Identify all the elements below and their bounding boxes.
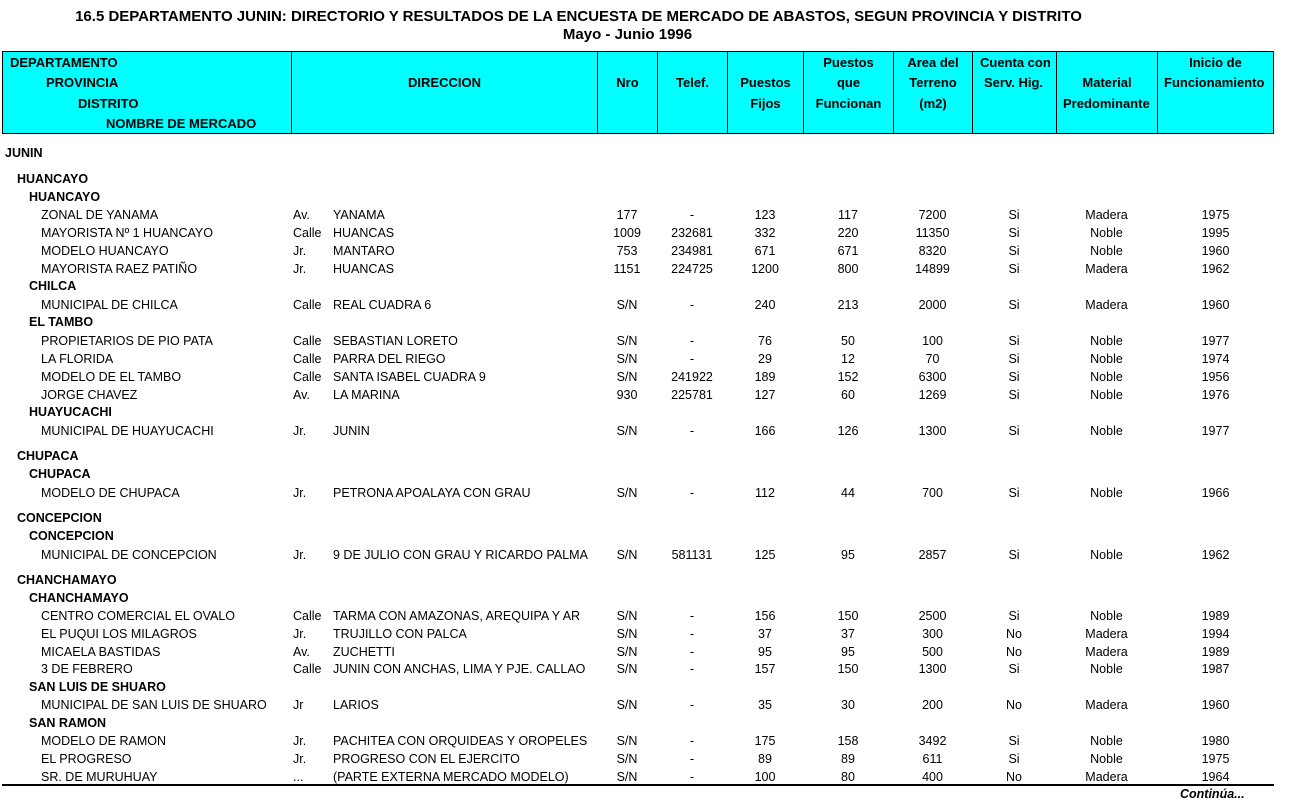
cell-hygiene-service: Si: [1008, 262, 1020, 276]
cell-hygiene-service: Si: [1008, 752, 1020, 766]
cell-hygiene-service: No: [1006, 770, 1022, 784]
table-row: [0, 206, 1303, 224]
cell-street: LARIOS: [333, 698, 379, 712]
report-title: 16.5 DEPARTAMENTO JUNIN: DIRECTORIO Y RESULTADOS DE LA ENCUESTA DE MERCADO DE ABASTOS, SEGUN PROVINCIA Y DISTRITO: [75, 8, 1082, 25]
cell-street: PETRONA APOALAYA CON GRAU: [333, 486, 531, 500]
group-provincia: [0, 509, 1303, 527]
cell-market-name: LA FLORIDA: [41, 352, 114, 366]
cell-number: 1151: [613, 262, 641, 276]
group-label: HUANCAYO: [29, 190, 101, 204]
cell-stalls-fixed: 95: [758, 645, 772, 659]
cell-material: Noble: [1090, 352, 1123, 366]
header-nombre-mercado: NOMBRE DE MERCADO: [106, 116, 257, 131]
cell-street-type: Jr.: [293, 627, 307, 641]
cell-market-name: MUNICIPAL DE SAN LUIS DE SHUARO: [41, 698, 267, 712]
cell-phone: -: [689, 424, 695, 438]
cell-stalls-operating: 150: [837, 662, 859, 676]
cell-hygiene-service: Si: [1008, 388, 1020, 402]
cell-material: Madera: [1085, 627, 1128, 641]
cell-material: Noble: [1090, 548, 1123, 562]
cell-market-name: MODELO DE RAMON: [41, 734, 167, 748]
cell-material: Madera: [1085, 262, 1128, 276]
header-col-puestos-funcionan: Puestos que Funcionan: [804, 52, 894, 133]
cell-material: Madera: [1085, 208, 1128, 222]
cell-stalls-fixed: 112: [755, 486, 775, 500]
group-label: CONCEPCION: [29, 529, 114, 543]
cell-street-type: Jr.: [293, 752, 307, 766]
cell-hygiene-service: Si: [1008, 424, 1020, 438]
header-col-location: [3, 52, 292, 133]
cell-area-m2: 7200: [918, 208, 947, 222]
cell-stalls-operating: 213: [837, 298, 859, 312]
cell-street-type: Av.: [293, 208, 310, 222]
cell-start-year: 1977: [1201, 424, 1230, 438]
cell-stalls-operating: 80: [841, 770, 855, 784]
cell-start-year: 1960: [1201, 298, 1230, 312]
cell-area-m2: 400: [922, 770, 943, 784]
cell-street-type: Jr.: [293, 734, 307, 748]
cell-street: HUANCAS: [333, 226, 395, 240]
group-label: SAN LUIS DE SHUARO: [29, 680, 166, 694]
group-label: CHILCA: [29, 279, 77, 293]
group-distrito: [0, 277, 1303, 295]
table-row: [0, 422, 1303, 440]
cell-number: S/N: [616, 609, 638, 623]
cell-number: 930: [616, 388, 638, 402]
cell-stalls-fixed: 35: [758, 698, 772, 712]
cell-stalls-fixed: 671: [754, 244, 776, 258]
cell-material: Noble: [1090, 752, 1123, 766]
cell-stalls-fixed: 166: [754, 424, 776, 438]
cell-start-year: 1989: [1201, 645, 1230, 659]
cell-start-year: 1975: [1201, 752, 1230, 766]
cell-number: S/N: [616, 734, 638, 748]
cell-market-name: JORGE CHAVEZ: [41, 388, 138, 402]
cell-street: 9 DE JULIO CON GRAU Y RICARDO PALMA: [333, 548, 588, 562]
cell-area-m2: 611: [922, 752, 943, 766]
cell-phone: 234981: [671, 244, 713, 258]
cell-start-year: 1956: [1201, 370, 1230, 384]
group-departamento: [0, 144, 1303, 162]
table-row: [0, 350, 1303, 368]
cell-number: S/N: [616, 370, 638, 384]
cell-phone: 581131: [671, 548, 713, 562]
group-label: SAN RAMON: [29, 716, 107, 730]
cell-number: S/N: [616, 770, 638, 784]
cell-street-type: Calle: [293, 298, 322, 312]
cell-hygiene-service: Si: [1008, 244, 1020, 258]
cell-stalls-fixed: 76: [758, 334, 772, 348]
table-row: [0, 750, 1303, 768]
table-row: [0, 546, 1303, 564]
cell-start-year: 1975: [1201, 208, 1230, 222]
cell-hygiene-service: Si: [1008, 548, 1020, 562]
cell-area-m2: 2000: [918, 298, 947, 312]
cell-stalls-operating: 50: [841, 334, 855, 348]
cell-material: Noble: [1090, 609, 1123, 623]
group-distrito: [0, 403, 1303, 421]
cell-area-m2: 200: [922, 698, 943, 712]
cell-stalls-fixed: 240: [754, 298, 776, 312]
cell-stalls-operating: 152: [837, 370, 859, 384]
table-row: [0, 484, 1303, 502]
cell-stalls-fixed: 157: [754, 662, 776, 676]
report-subtitle: Mayo - Junio 1996: [562, 26, 693, 43]
cell-hygiene-service: Si: [1008, 334, 1020, 348]
cell-street-type: Calle: [293, 334, 322, 348]
cell-stalls-operating: 126: [837, 424, 859, 438]
cell-material: Noble: [1090, 370, 1123, 384]
group-distrito: [0, 188, 1303, 206]
cell-stalls-fixed: 29: [758, 352, 772, 366]
table-row: [0, 332, 1303, 350]
cell-stalls-fixed: 332: [754, 226, 776, 240]
group-distrito: [0, 313, 1303, 331]
cell-phone: -: [689, 698, 695, 712]
cell-street-type: Jr.: [293, 548, 307, 562]
cell-phone: -: [689, 627, 695, 641]
cell-phone: -: [689, 770, 695, 784]
cell-street: HUANCAS: [333, 262, 395, 276]
table-row: [0, 368, 1303, 386]
cell-area-m2: 11350: [915, 226, 950, 240]
cell-number: 177: [616, 208, 638, 222]
cell-start-year: 1960: [1201, 244, 1230, 258]
cell-phone: -: [689, 609, 695, 623]
group-label: CONCEPCION: [17, 511, 102, 525]
cell-area-m2: 3492: [918, 734, 947, 748]
table-row: [0, 224, 1303, 242]
cell-market-name: EL PUQUI LOS MILAGROS: [41, 627, 197, 641]
cell-street-type: Calle: [293, 662, 322, 676]
cell-market-name: MUNICIPAL DE CHILCA: [41, 298, 178, 312]
header-col-direccion: DIRECCION: [292, 52, 598, 133]
cell-stalls-fixed: 89: [758, 752, 772, 766]
cell-start-year: 1962: [1201, 548, 1230, 562]
cell-material: Noble: [1090, 424, 1123, 438]
cell-market-name: MODELO HUANCAYO: [41, 244, 169, 258]
cell-stalls-operating: 95: [841, 548, 855, 562]
cell-street: (PARTE EXTERNA MERCADO MODELO): [333, 770, 569, 784]
cell-street-type: Calle: [293, 226, 322, 240]
group-provincia: [0, 571, 1303, 589]
cell-market-name: CENTRO COMERCIAL EL OVALO: [41, 609, 236, 623]
table-row: [0, 732, 1303, 750]
cell-phone: 225781: [671, 388, 713, 402]
cell-street-type: Jr.: [293, 244, 307, 258]
cell-street-type: Jr.: [293, 262, 307, 276]
cell-number: S/N: [616, 548, 638, 562]
cell-number: S/N: [616, 627, 638, 641]
cell-stalls-fixed: 37: [758, 627, 772, 641]
cell-street: SEBASTIAN LORETO: [333, 334, 458, 348]
cell-number: S/N: [616, 424, 638, 438]
cell-stalls-operating: 150: [837, 609, 859, 623]
table-row: [0, 260, 1303, 278]
cell-material: Noble: [1090, 244, 1123, 258]
cell-street: LA MARINA: [333, 388, 400, 402]
cell-start-year: 1987: [1201, 662, 1230, 676]
cell-street: PROGRESO CON EL EJERCITO: [333, 752, 520, 766]
table-row: [0, 643, 1303, 661]
header-col-serv-hig: Cuenta con Serv. Hig.: [973, 52, 1057, 133]
cell-start-year: 1980: [1201, 734, 1230, 748]
cell-area-m2: 2857: [918, 548, 947, 562]
cell-area-m2: 100: [922, 334, 943, 348]
cell-number: S/N: [616, 486, 638, 500]
cell-material: Madera: [1085, 645, 1128, 659]
table-row: [0, 296, 1303, 314]
header-col-nro: Nro: [598, 52, 658, 133]
cell-material: Noble: [1090, 662, 1123, 676]
cell-hygiene-service: No: [1006, 698, 1022, 712]
cell-stalls-operating: 671: [837, 244, 859, 258]
cell-street: JUNIN CON ANCHAS, LIMA Y PJE. CALLAO: [333, 662, 586, 676]
cell-street: JUNIN: [333, 424, 370, 438]
header-provincia: PROVINCIA: [46, 75, 119, 90]
cell-material: Madera: [1085, 698, 1128, 712]
cell-hygiene-service: Si: [1008, 662, 1020, 676]
cell-stalls-fixed: 123: [754, 208, 776, 222]
cell-hygiene-service: Si: [1008, 352, 1020, 366]
cell-street: SANTA ISABEL CUADRA 9: [333, 370, 486, 384]
cell-stalls-operating: 12: [841, 352, 855, 366]
cell-street: TRUJILLO CON PALCA: [333, 627, 467, 641]
cell-street: PACHITEA CON ORQUIDEAS Y OROPELES: [333, 734, 588, 748]
cell-area-m2: 14899: [915, 262, 950, 276]
cell-phone: -: [689, 645, 695, 659]
cell-street-type: Jr: [293, 698, 304, 712]
cell-number: S/N: [616, 698, 638, 712]
cell-market-name: MODELO DE EL TAMBO: [41, 370, 182, 384]
cell-stalls-fixed: 100: [754, 770, 776, 784]
cell-street-type: Av.: [293, 645, 310, 659]
group-label: EL TAMBO: [29, 315, 94, 329]
cell-hygiene-service: Si: [1008, 486, 1020, 500]
group-distrito: [0, 714, 1303, 732]
cell-stalls-fixed: 127: [754, 388, 776, 402]
cell-street: MANTARO: [333, 244, 395, 258]
cell-material: Noble: [1090, 388, 1123, 402]
cell-hygiene-service: Si: [1008, 208, 1020, 222]
header-col-area: Area del Terreno (m2): [894, 52, 973, 133]
cell-material: Noble: [1090, 334, 1123, 348]
table-bottom-rule: [2, 784, 1274, 786]
cell-number: S/N: [616, 352, 638, 366]
cell-area-m2: 1300: [918, 662, 947, 676]
cell-start-year: 1995: [1201, 226, 1230, 240]
table-header: [2, 51, 1274, 134]
cell-area-m2: 70: [925, 352, 940, 366]
cell-phone: -: [689, 486, 695, 500]
cell-hygiene-service: No: [1006, 645, 1022, 659]
cell-stalls-fixed: 189: [754, 370, 776, 384]
cell-stalls-operating: 44: [841, 486, 855, 500]
cell-stalls-operating: 30: [841, 698, 855, 712]
cell-market-name: MUNICIPAL DE CONCEPCION: [41, 548, 217, 562]
group-distrito: [0, 678, 1303, 696]
table-row: [0, 386, 1303, 404]
cell-street-type: Jr.: [293, 424, 307, 438]
group-label: JUNIN: [5, 146, 43, 160]
group-distrito: [0, 527, 1303, 545]
cell-area-m2: 2500: [918, 609, 947, 623]
table-row: [0, 660, 1303, 678]
cell-area-m2: 6300: [918, 370, 947, 384]
cell-hygiene-service: Si: [1008, 609, 1020, 623]
group-label: CHUPACA: [17, 449, 79, 463]
cell-start-year: 1966: [1201, 486, 1230, 500]
cell-hygiene-service: Si: [1008, 226, 1020, 240]
group-label: CHUPACA: [29, 467, 91, 481]
cell-start-year: 1964: [1201, 770, 1230, 784]
cell-phone: 232681: [671, 226, 713, 240]
cell-area-m2: 300: [922, 627, 943, 641]
cell-street: PARRA DEL RIEGO: [333, 352, 446, 366]
cell-number: S/N: [616, 752, 638, 766]
cell-start-year: 1976: [1201, 388, 1230, 402]
group-label: CHANCHAMAYO: [29, 591, 129, 605]
cell-stalls-operating: 60: [841, 388, 855, 402]
header-distrito: DISTRITO: [78, 96, 139, 111]
cell-street-type: Calle: [293, 352, 322, 366]
cell-number: S/N: [616, 334, 638, 348]
cell-number: S/N: [616, 298, 638, 312]
cell-phone: -: [689, 752, 695, 766]
table-row: [0, 625, 1303, 643]
cell-street: TARMA CON AMAZONAS, AREQUIPA Y AR: [333, 609, 581, 623]
group-provincia: [0, 170, 1303, 188]
cell-street-type: Jr.: [293, 486, 307, 500]
cell-area-m2: 1300: [918, 424, 947, 438]
cell-market-name: EL PROGRESO: [41, 752, 132, 766]
cell-phone: -: [689, 352, 695, 366]
cell-stalls-operating: 220: [837, 226, 859, 240]
cell-street: ZUCHETTI: [333, 645, 395, 659]
cell-stalls-operating: 37: [841, 627, 855, 641]
cell-start-year: 1994: [1201, 627, 1230, 641]
cell-stalls-fixed: 1200: [751, 262, 779, 276]
cell-number: 1009: [613, 226, 641, 240]
group-distrito: [0, 465, 1303, 483]
cell-area-m2: 1269: [918, 388, 947, 402]
cell-start-year: 1977: [1201, 334, 1230, 348]
cell-street-type: Calle: [293, 370, 322, 384]
cell-stalls-operating: 158: [837, 734, 859, 748]
cell-start-year: 1962: [1201, 262, 1230, 276]
cell-start-year: 1989: [1201, 609, 1230, 623]
cell-market-name: MODELO DE CHUPACA: [41, 486, 180, 500]
cell-street-type: Calle: [293, 609, 322, 623]
header-col-puestos-fijos: Puestos Fijos: [728, 52, 804, 133]
cell-hygiene-service: Si: [1008, 298, 1020, 312]
cell-street-type: ...: [293, 770, 304, 784]
cell-market-name: MUNICIPAL DE HUAYUCACHI: [41, 424, 214, 438]
cell-hygiene-service: No: [1006, 627, 1022, 641]
cell-phone: 224725: [671, 262, 713, 276]
cell-material: Noble: [1090, 734, 1123, 748]
group-label: HUAYUCACHI: [29, 405, 112, 419]
header-col-material: Material Predominante: [1057, 52, 1158, 133]
cell-number: S/N: [616, 662, 638, 676]
group-label: HUANCAYO: [17, 172, 89, 186]
group-provincia: [0, 447, 1303, 465]
cell-area-m2: 500: [922, 645, 943, 659]
cell-start-year: 1960: [1201, 698, 1230, 712]
cell-number: 753: [616, 244, 638, 258]
table-row: [0, 607, 1303, 625]
cell-number: S/N: [616, 645, 638, 659]
cell-stalls-fixed: 156: [754, 609, 776, 623]
header-col-telef: Telef.: [658, 52, 728, 133]
cell-market-name: MICAELA BASTIDAS: [41, 645, 161, 659]
cell-phone: -: [689, 334, 695, 348]
cell-market-name: 3 DE FEBRERO: [41, 662, 133, 676]
cell-stalls-fixed: 125: [754, 548, 776, 562]
cell-material: Madera: [1085, 298, 1128, 312]
cell-phone: -: [689, 208, 695, 222]
cell-phone: -: [689, 734, 695, 748]
cell-start-year: 1974: [1201, 352, 1230, 366]
cell-stalls-operating: 89: [841, 752, 855, 766]
group-distrito: [0, 589, 1303, 607]
cell-material: Madera: [1085, 770, 1128, 784]
cell-street: YANAMA: [333, 208, 385, 222]
cell-stalls-operating: 95: [841, 645, 855, 659]
cell-market-name: ZONAL DE YANAMA: [41, 208, 159, 222]
table-row: [0, 696, 1303, 714]
cell-stalls-fixed: 175: [754, 734, 776, 748]
cell-hygiene-service: Si: [1008, 370, 1020, 384]
cell-area-m2: 8320: [918, 244, 947, 258]
cell-stalls-operating: 800: [837, 262, 859, 276]
cell-market-name: SR. DE MURUHUAY: [41, 770, 158, 784]
continua-label: Continúa...: [1180, 787, 1245, 801]
header-col-inicio: Inicio de Funcionamiento: [1164, 55, 1265, 90]
header-departamento: DEPARTAMENTO: [10, 55, 118, 70]
cell-street-type: Av.: [293, 388, 310, 402]
cell-phone: 241922: [671, 370, 713, 384]
cell-phone: -: [689, 662, 695, 676]
cell-area-m2: 700: [922, 486, 943, 500]
group-label: CHANCHAMAYO: [17, 573, 117, 587]
cell-street: REAL CUADRA 6: [333, 298, 432, 312]
cell-material: Noble: [1090, 226, 1123, 240]
cell-market-name: MAYORISTA Nº 1 HUANCAYO: [41, 226, 213, 240]
table-row: [0, 242, 1303, 260]
cell-phone: -: [689, 298, 695, 312]
cell-hygiene-service: Si: [1008, 734, 1020, 748]
cell-stalls-operating: 117: [838, 208, 858, 222]
cell-market-name: PROPIETARIOS DE PIO PATA: [41, 334, 214, 348]
cell-material: Noble: [1090, 486, 1123, 500]
cell-market-name: MAYORISTA RAEZ PATIÑO: [41, 262, 198, 276]
